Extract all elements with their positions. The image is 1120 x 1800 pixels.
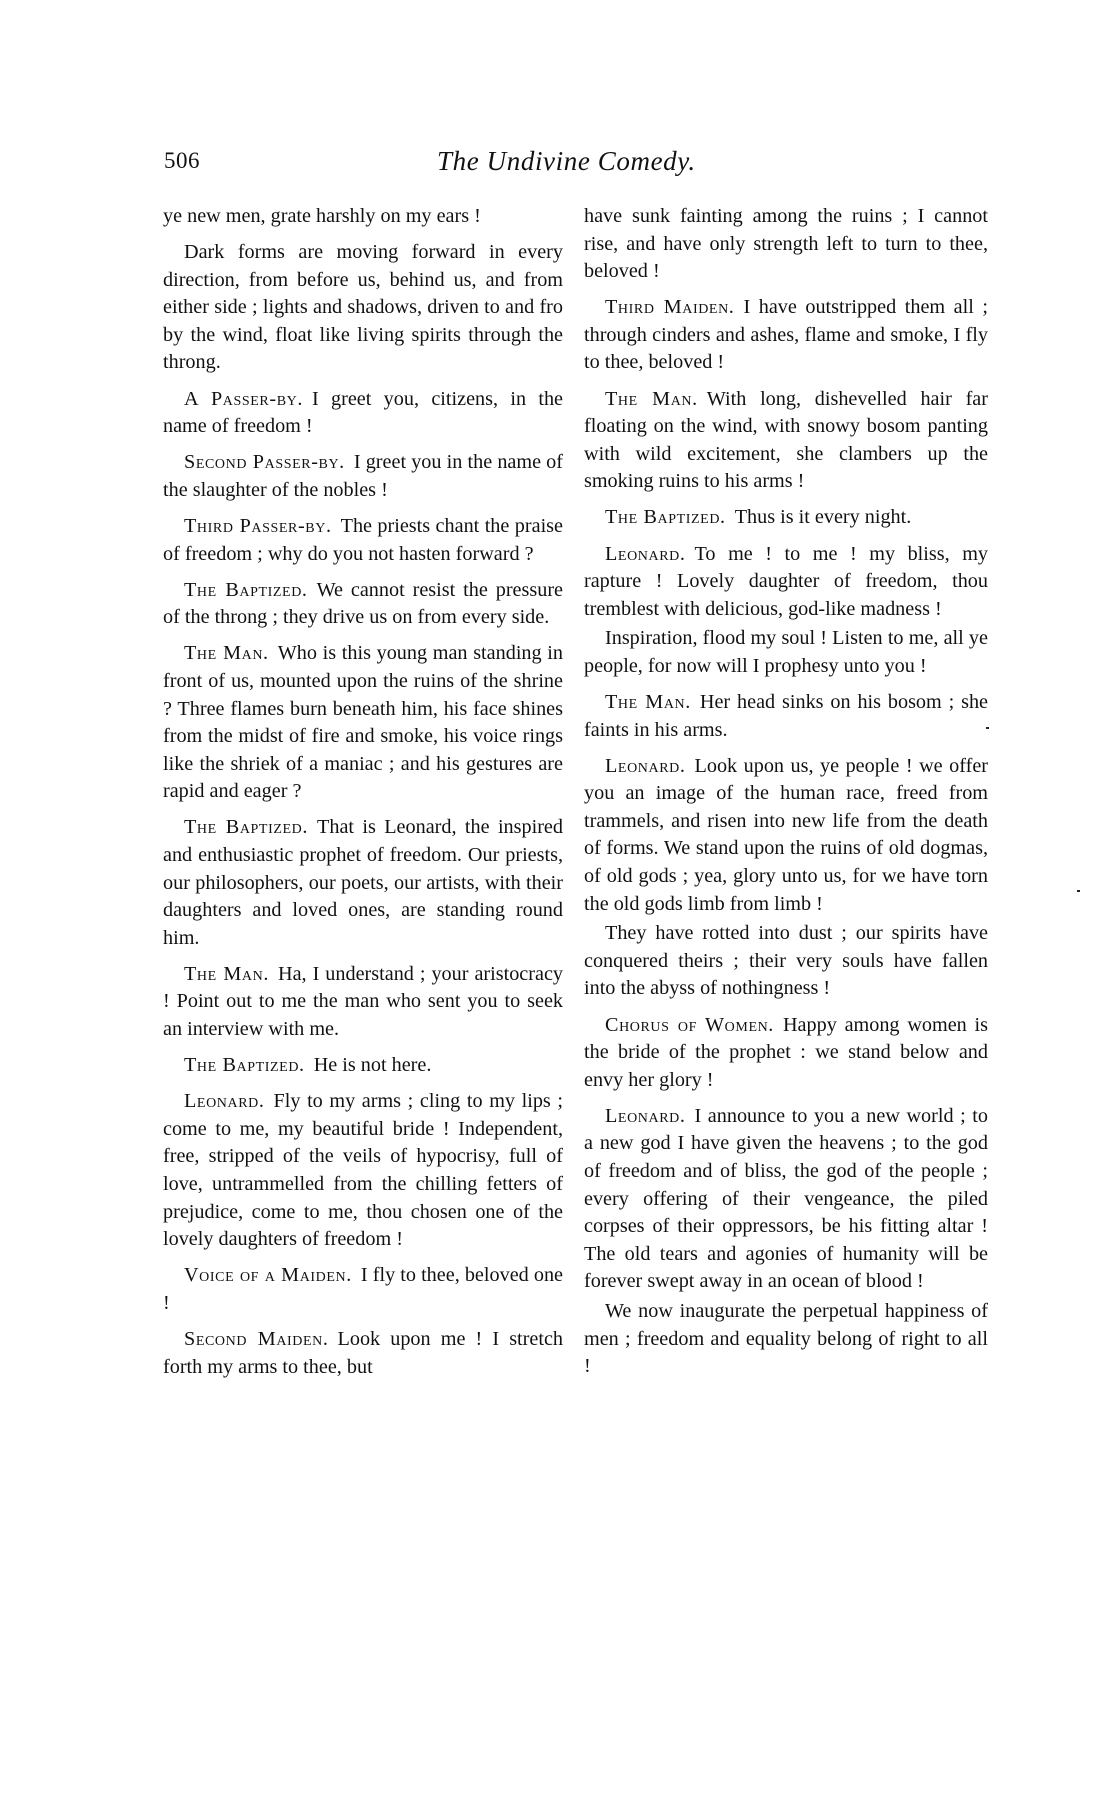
- speech-paragraph: [584, 541, 988, 624]
- print-speck: [1077, 890, 1080, 892]
- left-column: [163, 203, 563, 1390]
- speech-paragraph: [584, 1012, 988, 1095]
- paragraph-text: Her head sinks on his bosom ; she faints in his arms.: [584, 691, 988, 741]
- speaker-name: Leonard.: [605, 542, 686, 565]
- paragraph-text: Look upon me ! I stretch forth my arms to thee, but: [163, 1327, 564, 1378]
- speech-paragraph: [163, 961, 563, 1044]
- speaker-name: The Baptized.: [184, 1054, 305, 1077]
- speech-paragraph: [584, 504, 988, 532]
- text-paragraph: [584, 1298, 988, 1381]
- speaker-name: Leonard.: [605, 1104, 686, 1127]
- speech-paragraph: [163, 640, 563, 806]
- speaker-name: Leonard.: [184, 1090, 265, 1113]
- speaker-name: Chorus of Women.: [605, 1013, 774, 1036]
- speaker-name: Voice of a Maiden.: [184, 1264, 352, 1287]
- paragraph-text: I fly to thee, beloved one !: [163, 1264, 563, 1314]
- speech-paragraph: [584, 753, 988, 919]
- speech-paragraph: [163, 814, 563, 952]
- paragraph-text: Fly to my arms ; cling to my lips ; come to me, my beautiful bride ! Independent, free, stripped of the veils of hypocrisy, full of love, untrammelled from the chilling fetters of prejudice, come to me, thou chosen one of the lovely daughters of freedom !: [163, 1090, 563, 1251]
- paragraph-text: I have outstripped them all ; through cinders and ashes, flame and smoke, I fly to thee, beloved !: [584, 296, 988, 374]
- paragraph-text: We now inaugurate the perpetual happiness of men ; freedom and equality belong of right to all !: [584, 1299, 988, 1378]
- speaker-name: Leonard.: [605, 754, 686, 777]
- speech-paragraph: [584, 386, 988, 496]
- speaker-name: The Baptized.: [605, 506, 726, 529]
- paragraph-text: He is not here.: [313, 1054, 432, 1077]
- right-column: [584, 203, 988, 1389]
- page-number: 506: [164, 148, 200, 173]
- speech-paragraph: [163, 449, 563, 504]
- speech-paragraph: [584, 1103, 988, 1296]
- speech-paragraph: [584, 689, 988, 744]
- paragraph-text: To me ! to me ! my bliss, my rapture ! Lovely daughter of freedom, thou tremblest with delicious, god-like madness !: [584, 542, 988, 620]
- paragraph-text: With long, dishevelled hair far floating on the wind, with snowy bosom panting with wild excitement, she clambers up the smoking ruins to his arms !: [584, 387, 988, 493]
- paragraph-text: That is Leonard, the inspired and enthusiastic prophet of freedom. Our priests, our philosophers, our poets, our artists, with their daughters and loved ones, are standing round him.: [163, 816, 563, 949]
- paragraph-text: Who is this young man standing in front of us, mounted upon the ruins of the shrine ? Three flames burn beneath him, his face shines from the midst of fire and smoke, his voice rings like the shriek of a maniac ; and his gestures are rapid and eager ?: [163, 642, 563, 803]
- speaker-name: Third Maiden.: [605, 296, 735, 319]
- print-speck: [986, 727, 989, 729]
- paragraph-text: We cannot resist the pressure of the throng ; they drive us on from every side.: [163, 578, 563, 629]
- paragraph-text: I greet you in the name of the slaughter of the nobles !: [163, 451, 563, 501]
- paragraph-text: ye new men, grate harshly on my ears !: [163, 205, 481, 227]
- paragraph-text: Dark forms are moving forward in every direction, from before us, behind us, and from either side ; lights and shadows, driven to and fro by the wind, float like living spirits through the throng.: [163, 241, 563, 374]
- speech-paragraph: [163, 386, 563, 441]
- text-paragraph: [584, 920, 988, 1003]
- speaker-name: Second Passer-by.: [184, 451, 345, 474]
- speech-paragraph: [163, 1262, 563, 1317]
- speaker-name: The Man.: [605, 387, 698, 410]
- text-paragraph: [584, 203, 988, 286]
- paragraph-text: I greet you, citizens, in the name of freedom !: [163, 387, 564, 438]
- speaker-name: Second Maiden.: [184, 1327, 329, 1350]
- paragraph-text: The priests chant the praise of freedom ; why do you not hasten forward ?: [163, 514, 563, 565]
- paragraph-text: Thus is it every night.: [734, 506, 912, 529]
- paragraph-text: Look upon us, ye people ! we offer you an image of the human race, freed from trammels, and risen into new life from the death of forms. We stand upon the ruins of old dogmas, of old gods ; yea, glory unto us, for we have torn the old gods limb from limb !: [584, 754, 988, 915]
- speech-paragraph: [163, 577, 563, 632]
- speaker-name: The Man.: [184, 962, 270, 985]
- paragraph-text: They have rotted into dust ; our spirits have conquered theirs ; their very souls have fallen into the abyss of nothingness !: [584, 922, 988, 1000]
- paragraph-text: have sunk fainting among the ruins ; I cannot rise, and have only strength left to turn to thee, beloved !: [584, 205, 988, 283]
- speaker-name: Third Passer-by.: [184, 514, 332, 537]
- text-paragraph: [584, 625, 988, 680]
- speech-paragraph: [163, 513, 563, 568]
- paragraph-text: I announce to you a new world ; to a new god I have given the heavens ; to the god of freedom and of bliss, the god of the people ; every offering of their vengeance, the piled corpses of their oppressors, be his fitting altar ! The old tears and agonies of humanity will be forever swept away in an ocean of blood !: [584, 1104, 988, 1293]
- running-head: [164, 146, 988, 178]
- running-title: The Undivine Comedy.: [437, 146, 696, 176]
- paragraph-text: Happy among women is the bride of the prophet : we stand below and envy her glory !: [584, 1013, 988, 1091]
- speaker-name: A Passer-by.: [184, 387, 303, 410]
- speech-paragraph: [163, 1326, 563, 1381]
- speech-paragraph: [584, 294, 988, 377]
- paragraph-text: Ha, I understand ; your aristocracy ! Point out to me the man who sent you to seek an interview with me.: [163, 962, 564, 1041]
- speaker-name: The Man.: [605, 691, 691, 713]
- speech-paragraph: [163, 1052, 563, 1080]
- speaker-name: The Baptized.: [184, 578, 308, 601]
- speaker-name: The Man.: [184, 642, 269, 665]
- paragraph-text: Inspiration, flood my soul ! Listen to me, all ye people, for now will I prophesy unto you !: [584, 627, 988, 677]
- text-paragraph: [163, 203, 563, 231]
- text-paragraph: [163, 239, 563, 377]
- speech-paragraph: [163, 1088, 563, 1254]
- speaker-name: The Baptized.: [184, 816, 309, 839]
